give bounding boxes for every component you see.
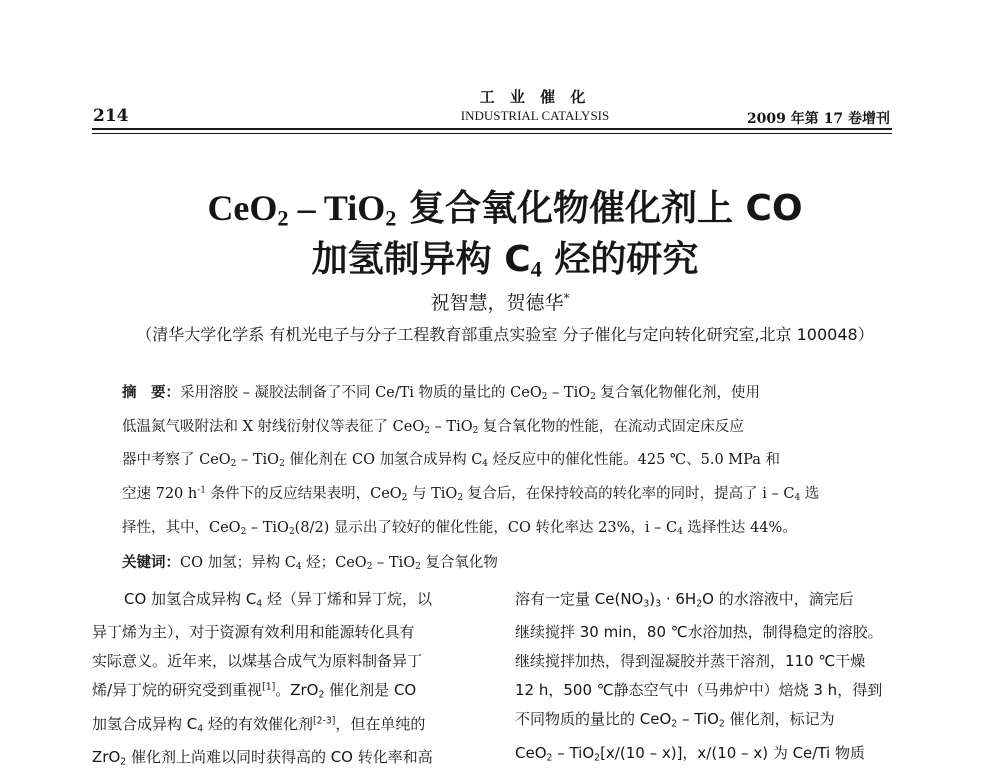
text: 催化剂，标记为 (724, 710, 835, 729)
keywords-label: 关键词： (122, 553, 180, 571)
text: 烃；CeO (301, 554, 367, 571)
subscript: 2 (541, 392, 548, 403)
text: 催化剂是 CO (324, 681, 417, 700)
text: CO 加氢；异构 C (180, 554, 296, 571)
title-part: – TiO (288, 188, 386, 228)
title-subscript: 2 (385, 205, 397, 231)
subscript: 2 (457, 493, 464, 504)
journal-header (400, 86, 670, 124)
subscript: 4 (256, 598, 263, 610)
body-line: 继续搅拌 30 min，80 ℃水浴加热，制得稳定的溶胶。 (515, 623, 883, 642)
text: ，但在单纯的 (335, 714, 426, 733)
abstract-line (122, 378, 894, 413)
text: 烃（异丁烯和异丁烷，以 (262, 590, 432, 608)
text: 择性，其中，CeO (122, 519, 241, 536)
body-line (515, 705, 921, 738)
subscript: 3 (655, 598, 662, 610)
subscript: 2 (230, 459, 237, 470)
abstract-line (122, 413, 894, 447)
subscript: 2 (424, 425, 430, 436)
text: 复合氧化物的性能，在流动式固定床反应 (478, 418, 744, 435)
text: 复合氧化物催化剂，使用 (595, 385, 760, 401)
text: 器中考察了 CeO (122, 452, 231, 469)
article-title-line-2 (60, 238, 950, 292)
header-rule (92, 128, 892, 134)
subscript: 2 (279, 459, 285, 470)
text: 采用溶胶 – 凝胶法制备了不同 Ce/Ti 物质的量比的 CeO (180, 385, 542, 401)
text: 选 (800, 486, 820, 503)
subscript: 2 (590, 392, 596, 403)
text: – TiO (236, 452, 280, 469)
abstract-line (122, 480, 894, 514)
subscript: 4 (677, 527, 683, 538)
text: 与 TiO (407, 486, 458, 503)
text: 烃的有效催化剂 (203, 714, 313, 733)
corresponding-author-mark: * (563, 290, 570, 305)
title-part: 烃的研究 (541, 239, 699, 280)
body-column-left (92, 585, 498, 776)
subscript: 2 (671, 718, 678, 730)
text: ) (649, 590, 656, 608)
text: 低温氮气吸附法和 X 射线衍射仪等表征了 CeO (122, 418, 425, 435)
subscript: 2 (240, 527, 247, 538)
text: CeO (515, 743, 547, 762)
subscript: 2 (288, 527, 295, 538)
text: – TiO (677, 710, 719, 729)
title-part: 加氢制异构 C (311, 239, 531, 280)
subscript: 2 (546, 751, 553, 763)
subscript: 4 (295, 561, 302, 572)
body-line (515, 585, 921, 618)
text: 复合氧化物 (420, 554, 498, 571)
title-subscript: 4 (530, 256, 542, 282)
text: 溶有一定量 Ce(NO (515, 590, 644, 608)
text: 。ZrO (275, 681, 319, 700)
subscript: 4 (482, 459, 489, 470)
keywords-line (122, 548, 894, 583)
text: 选择性达 44%。 (682, 519, 797, 536)
text: 催化剂在 CO 加氢合成异构 C (284, 452, 483, 469)
body-line (92, 743, 498, 776)
subscript: 2 (120, 756, 127, 768)
body-line (92, 676, 498, 709)
subscript: 2 (472, 425, 479, 436)
text: 加氢合成异构 C (92, 714, 198, 733)
text: 条件下的反应结果表明，CeO (206, 486, 402, 503)
text: 空速 720 h (122, 486, 198, 503)
body-line (92, 585, 498, 618)
text: 催化剂上尚难以同时获得高的 CO 转化率和高 (126, 747, 433, 766)
text: ZrO (92, 747, 121, 766)
text: 烯/异丁烷的研究受到重视 (92, 681, 263, 700)
body-column-right (515, 585, 921, 772)
subscript: 2 (401, 493, 408, 504)
text: · 6H (661, 590, 697, 608)
body-line (92, 710, 498, 743)
text: 不同物质的量比的 CeO (515, 710, 672, 729)
body-line (515, 739, 921, 772)
affiliation: （清华大学化学系 有机光电子与分子工程教育部重点实验室 分子催化与定向转化研究室,北京 100048） (136, 325, 874, 344)
subscript: 2 (594, 751, 601, 763)
subscript: 3 (643, 598, 650, 610)
text: – TiO (372, 554, 416, 571)
superscript: -1 (197, 485, 206, 496)
body-line: 实际意义。近年来，以煤基合成气为原料制备异丁 (92, 652, 423, 671)
title-part: 复合氧化物催化剂上 CO (396, 188, 803, 229)
text: CO 加氢合成异构 C (124, 590, 257, 608)
abstract-label: 摘 要： (122, 384, 180, 401)
body-line: 12 h，500 ℃静态空气中（马弗炉中）焙烧 3 h，得到 (515, 681, 883, 700)
citation: [1] (262, 681, 276, 693)
text: O 的水溶液中，滴完后 (702, 590, 854, 608)
abstract-line (122, 446, 894, 480)
subscript: 2 (366, 561, 373, 572)
body-line: 继续搅拌加热，得到湿凝胶并蒸干溶剂，110 ℃干燥 (515, 652, 866, 671)
page-number: 214 (93, 106, 129, 126)
author-names: 祝智慧，贺德华 (430, 292, 564, 314)
issue-info: 2009 年第 17 卷增刊 (746, 111, 890, 127)
article-title-line-1 (60, 186, 950, 241)
title-subscript: 2 (277, 205, 289, 231)
text: – TiO (246, 519, 289, 536)
text: – TiO (429, 418, 473, 435)
subscript: 2 (415, 561, 421, 572)
citation: [2-3] (312, 715, 336, 727)
subscript: 2 (718, 718, 725, 730)
text: (8/2) 显示出了较好的催化性能，CO 转化率达 23%，i – C (294, 519, 678, 536)
text: [x/(10 – x)]，x/(10 – x) 为 Ce/Ti 物质 (600, 743, 865, 762)
text: – TiO (547, 385, 591, 401)
journal-name-chinese: 工 业 催 化 (479, 88, 591, 106)
title-part: CeO (207, 188, 278, 228)
abstract-line (122, 514, 894, 548)
subscript: 2 (318, 689, 325, 701)
text: 复合后，在保持较高的转化率的同时，提高了 i – C (463, 486, 795, 503)
authors (0, 288, 1000, 315)
text: – TiO (552, 743, 595, 762)
text: 烃反应中的催化性能。425 ℃、5.0 MPa 和 (488, 452, 781, 469)
subscript: 2 (696, 598, 703, 610)
abstract (122, 378, 894, 582)
body-line: 异丁烯为主），对于资源有效利用和能源转化具有 (92, 623, 415, 642)
subscript: 4 (197, 722, 204, 734)
journal-name-english: INDUSTRIAL CATALYSIS (460, 108, 610, 123)
subscript: 4 (794, 493, 801, 504)
